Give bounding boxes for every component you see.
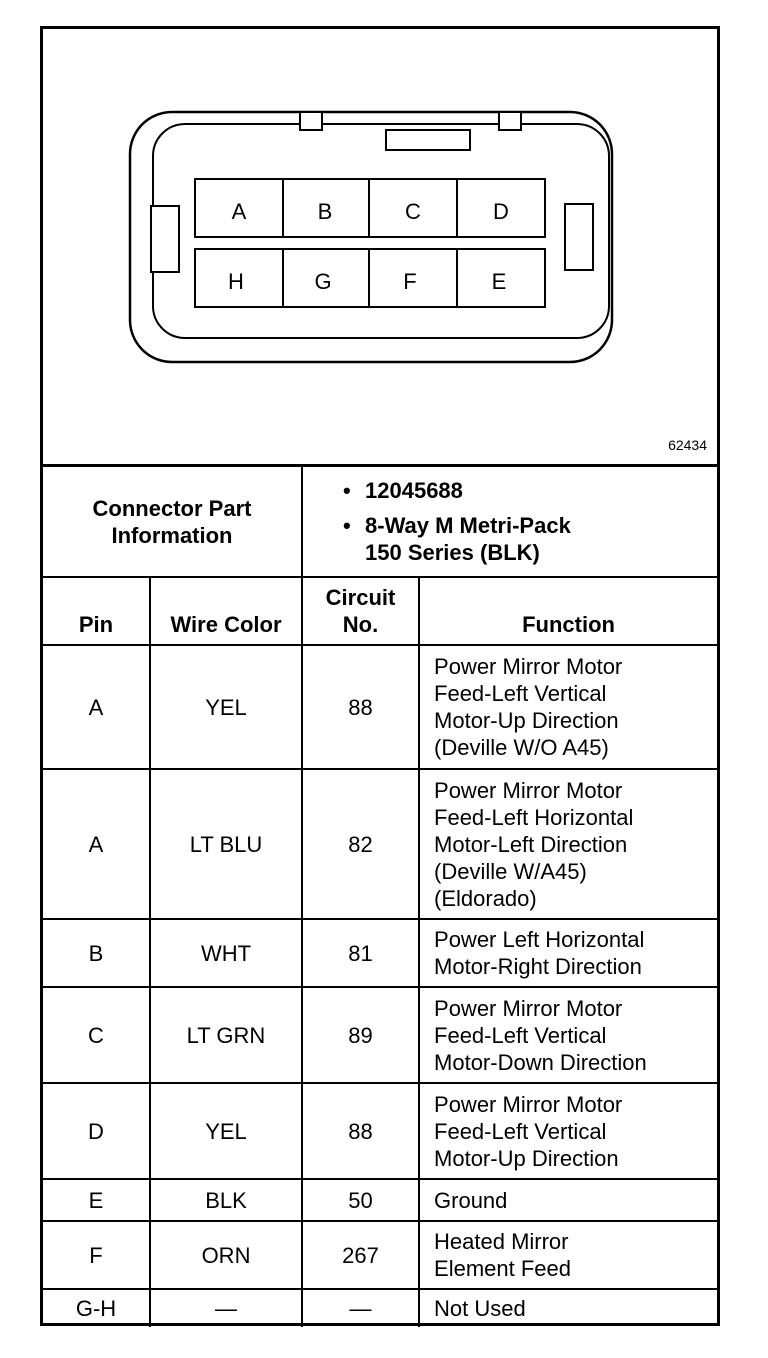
function-line: Element Feed (434, 1256, 571, 1281)
function-line: (Deville W/A45) (434, 858, 587, 884)
part-number: • 12045688 (343, 477, 717, 504)
function-line: Feed-Left Vertical (434, 1022, 607, 1048)
pin-row-top (195, 179, 545, 237)
pin-label: G (314, 269, 332, 294)
center-lock (386, 130, 470, 150)
pin-cell: G-H (43, 1289, 150, 1327)
function-line: Not Used (434, 1296, 526, 1321)
table-row (43, 1221, 717, 1289)
table-row (43, 769, 717, 919)
pin-cell: A (43, 645, 150, 769)
wire-color-cell: BLK (150, 1179, 302, 1221)
wire-color-cell: YEL (150, 645, 302, 769)
function-line: (Deville W/O A45) (434, 735, 609, 760)
pin-cell: F (43, 1221, 150, 1289)
header-pin: Pin (43, 577, 150, 645)
wire-color-cell: LT BLU (150, 769, 302, 919)
wire-color-cell: — (150, 1289, 302, 1327)
pin-label: E (491, 269, 507, 294)
connector-info-title (43, 467, 302, 577)
connector-description (343, 512, 717, 566)
connector-diagram (43, 29, 717, 467)
circuit-cell: 81 (302, 919, 419, 987)
table-row (43, 919, 717, 987)
pin-cell: C (43, 987, 150, 1083)
function-line: Feed-Left Vertical (434, 1118, 607, 1144)
connector-info-row (43, 467, 717, 577)
function-cell (419, 1083, 717, 1179)
pin-label: H (228, 269, 244, 294)
function-line: Motor-Down Direction (434, 1049, 647, 1075)
function-line: Power Left Horizontal (434, 927, 645, 952)
header-function: Function (419, 577, 717, 645)
header-wire-color: Wire Color (150, 577, 302, 645)
function-line: Motor-Left Direction (434, 831, 628, 857)
table-row (43, 1083, 717, 1179)
description-line: • 8-Way M Metri-Pack (365, 513, 571, 538)
function-line: Power Mirror Motor (434, 995, 623, 1021)
header-circuit-line: Circuit (325, 585, 396, 610)
pin-label: F (403, 269, 417, 294)
table-row (43, 645, 717, 769)
circuit-cell: — (302, 1289, 419, 1327)
header-circuit-line: No. (342, 612, 379, 637)
function-line: Ground (434, 1187, 508, 1213)
circuit-cell: 88 (302, 1083, 419, 1179)
wire-color-cell: LT GRN (150, 987, 302, 1083)
connector-info-details (302, 467, 717, 577)
table-row (43, 1179, 717, 1221)
function-cell (419, 1179, 717, 1221)
connector-table (43, 467, 717, 1327)
top-tab-left (300, 112, 322, 130)
pin-label: B (317, 199, 333, 224)
circuit-cell: 82 (302, 769, 419, 919)
info-title-line: Information (111, 522, 233, 548)
function-line: Power Mirror Motor (434, 777, 623, 803)
function-line: Feed-Left Horizontal (434, 804, 634, 830)
pin-cell: E (43, 1179, 150, 1221)
pin-cell: A (43, 769, 150, 919)
pin-label: C (405, 199, 421, 224)
pin-label: D (493, 199, 509, 224)
circuit-cell: 88 (302, 645, 419, 769)
wire-color-cell: WHT (150, 919, 302, 987)
function-line: Motor-Right Direction (434, 954, 642, 979)
wire-color-cell: YEL (150, 1083, 302, 1179)
pin-row-bottom (195, 249, 545, 307)
top-tab-right (499, 112, 521, 130)
function-line: (Eldorado) (434, 885, 537, 911)
figure-id: 62434 (668, 437, 707, 453)
function-line: Heated Mirror (434, 1229, 569, 1254)
function-cell (419, 1289, 717, 1327)
header-row (43, 577, 717, 645)
function-cell (419, 1221, 717, 1289)
table-body (43, 645, 717, 1327)
function-line: Motor-Up Direction (434, 1145, 619, 1171)
description-line: 150 Series (BLK) (365, 540, 540, 565)
function-cell (419, 769, 717, 919)
circuit-cell: 89 (302, 987, 419, 1083)
side-key-right (565, 204, 593, 270)
pin-label: A (231, 199, 247, 224)
circuit-cell: 50 (302, 1179, 419, 1221)
function-line: Motor-Up Direction (434, 708, 619, 733)
connector-face-drawing (43, 29, 717, 465)
pin-cell: B (43, 919, 150, 987)
header-circuit (302, 577, 419, 645)
connector-sheet (40, 26, 720, 1326)
function-line: Power Mirror Motor (434, 654, 623, 679)
function-cell (419, 919, 717, 987)
wire-color-cell: ORN (150, 1221, 302, 1289)
function-cell (419, 987, 717, 1083)
circuit-cell: 267 (302, 1221, 419, 1289)
table-row (43, 987, 717, 1083)
function-cell (419, 645, 717, 769)
table-row (43, 1289, 717, 1327)
function-line: Power Mirror Motor (434, 1091, 623, 1117)
side-key-left (151, 206, 179, 272)
info-title-line: Connector Part (92, 495, 252, 521)
pin-cell: D (43, 1083, 150, 1179)
function-line: Feed-Left Vertical (434, 681, 607, 706)
